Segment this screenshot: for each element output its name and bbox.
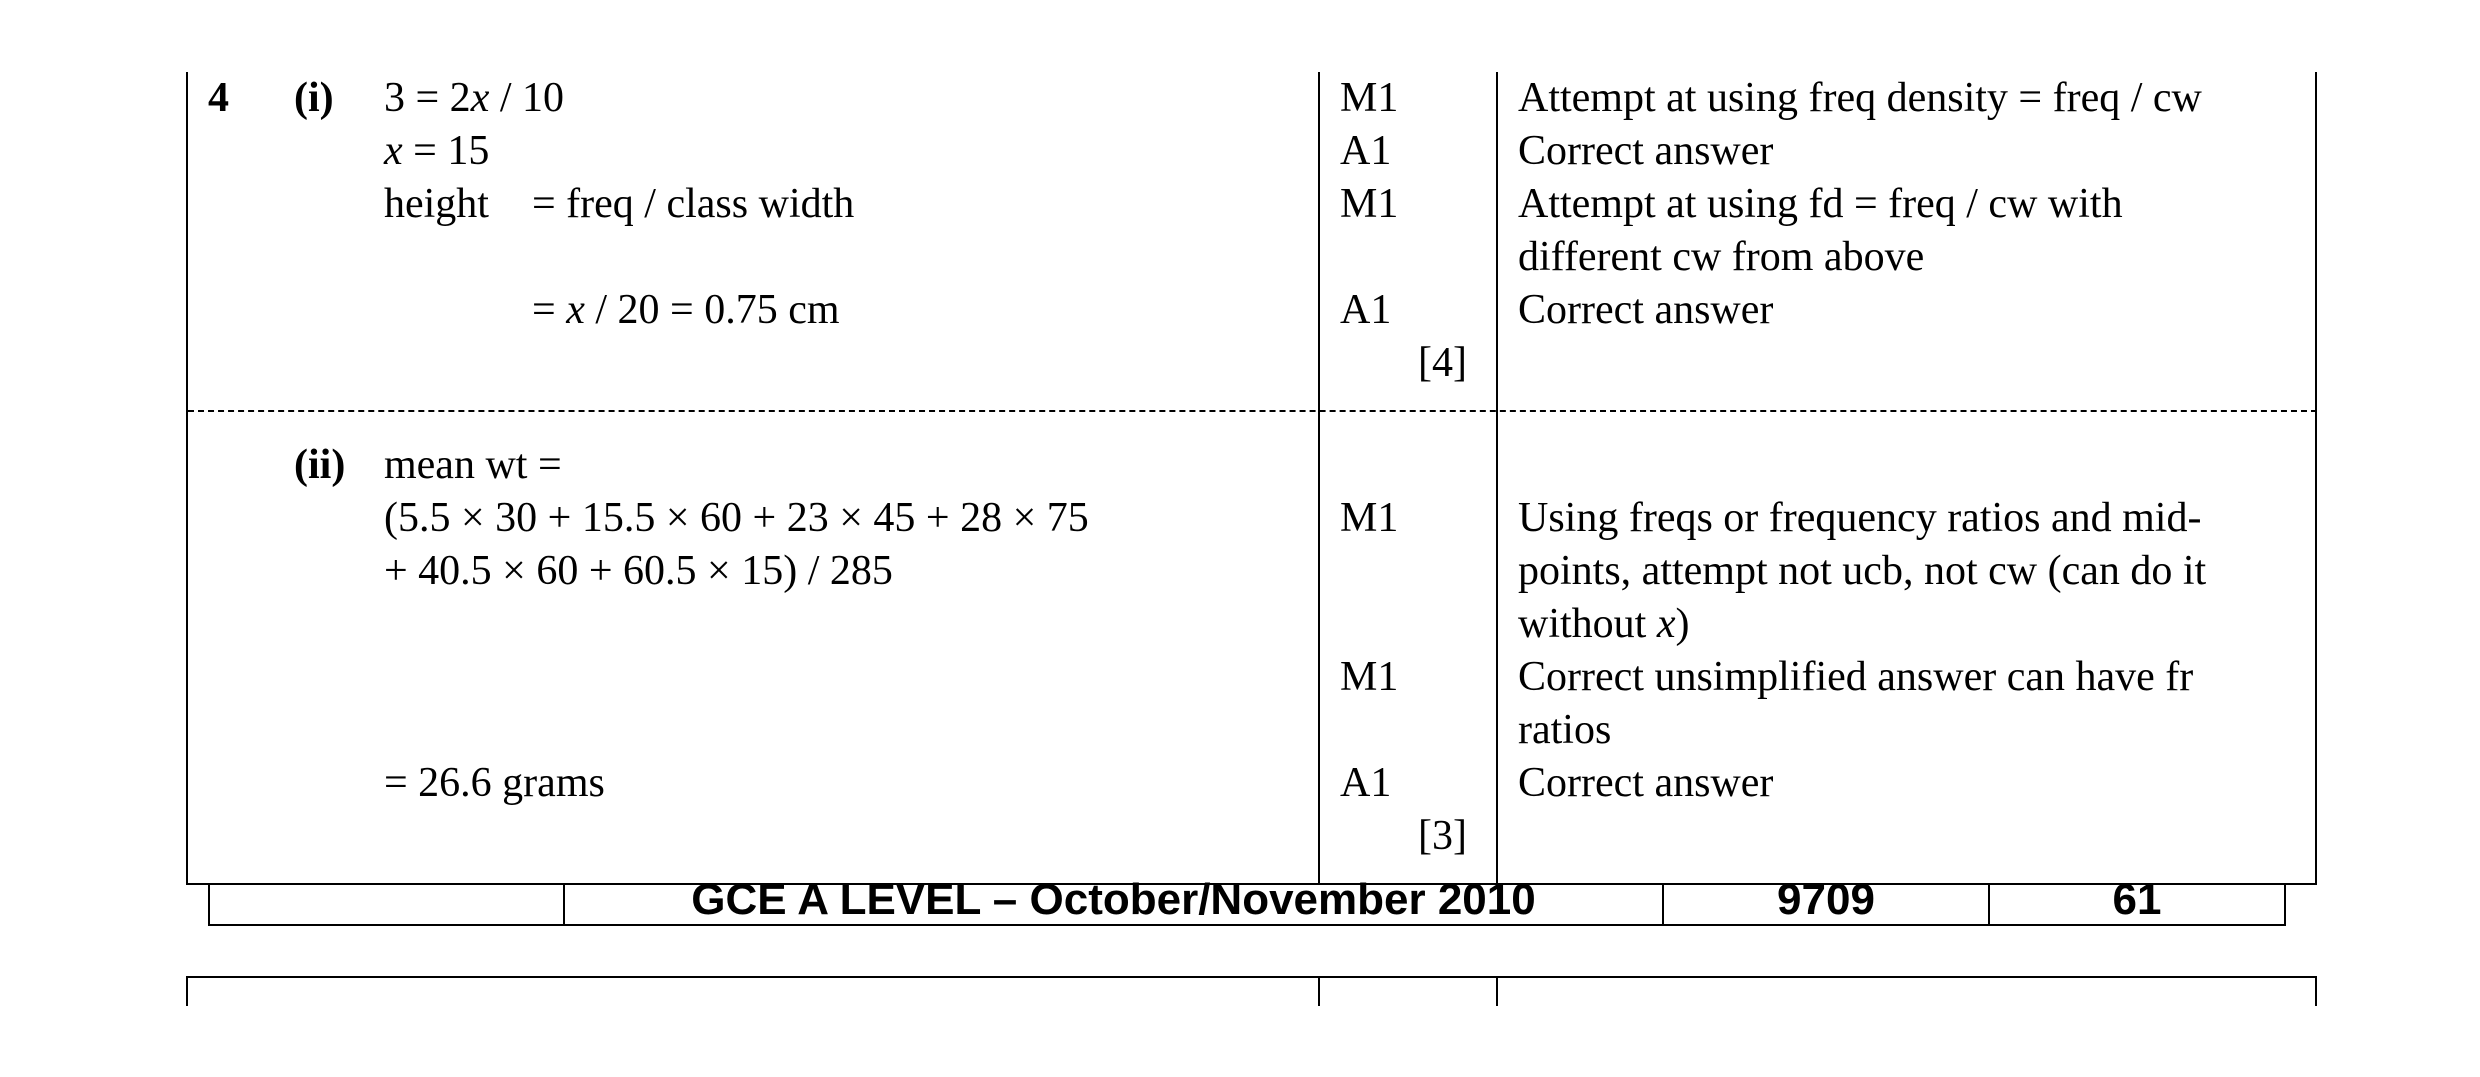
part-i-guidance-1: Attempt at using freq density = freq / cw [1518, 75, 2202, 121]
part-i-line-3-label: height [384, 181, 489, 227]
part-i-line-3-formula: = freq / class width [532, 181, 855, 227]
part-i-line-1: 3 = 2x / 10 [384, 75, 565, 121]
part-i-total: [4] [1418, 340, 1467, 386]
part-ii-line-1: mean wt = [384, 442, 562, 488]
part-i-mark-1: M1 [1340, 75, 1399, 121]
part-ii-guidance-3: without x) [1518, 601, 1690, 647]
table-left-border [186, 72, 188, 884]
next-table-right-border [2315, 976, 2317, 1006]
page-header-paper: 61 [2112, 875, 2162, 924]
next-table-top-border [186, 976, 2317, 978]
part-ii-total: [3] [1418, 813, 1467, 859]
part-i-guidance-4: different cw from above [1518, 234, 1925, 280]
question-number: 4 [208, 75, 229, 121]
next-table-col-divider-guidance [1496, 976, 1498, 1006]
page-header-syllabus: 9709 [1777, 875, 1875, 924]
page-header-exam: GCE A LEVEL – October/November 2010 [691, 875, 1536, 924]
part-i-guidance-5: Correct answer [1518, 287, 1774, 333]
part-ii-guidance-5: ratios [1518, 707, 1612, 753]
part-i-mark-2: A1 [1340, 128, 1392, 174]
part-i-line-2: x = 15 [384, 128, 490, 174]
part-i-guidance-2: Correct answer [1518, 128, 1774, 174]
next-table-left-border [186, 976, 188, 1006]
part-i-line-4: = x / 20 = 0.75 cm [532, 287, 840, 333]
part-separator-dashed [188, 410, 2317, 412]
page-header-bottom-border [208, 924, 2286, 926]
part-ii-label: (ii) [294, 442, 346, 488]
part-ii-line-3: + 40.5 × 60 + 60.5 × 15) / 285 [384, 548, 893, 594]
part-ii-mark-2: M1 [1340, 654, 1399, 700]
table-right-border [2315, 72, 2317, 884]
part-ii-guidance-1: Using freqs or frequency ratios and mid- [1518, 495, 2202, 541]
part-ii-guidance-6: Correct answer [1518, 760, 1774, 806]
page-header-left-border [208, 884, 210, 926]
part-ii-mark-3: A1 [1340, 760, 1392, 806]
page-header-right-border [2284, 884, 2286, 926]
table-col-divider-marks [1318, 72, 1320, 884]
part-ii-line-2: (5.5 × 30 + 15.5 × 60 + 23 × 45 + 28 × 75 [384, 495, 1089, 541]
part-ii-guidance-4: Correct unsimplified answer can have fr [1518, 654, 2194, 700]
next-table-col-divider-marks [1318, 976, 1320, 1006]
part-ii-line-4: = 26.6 grams [384, 760, 605, 806]
part-ii-mark-1: M1 [1340, 495, 1399, 541]
part-ii-guidance-2: points, attempt not ucb, not cw (can do it [1518, 548, 2207, 594]
part-i-guidance-3: Attempt at using fd = freq / cw with [1518, 181, 2123, 227]
part-i-mark-4: A1 [1340, 287, 1392, 333]
part-i-label: (i) [294, 75, 334, 121]
table-col-divider-guidance [1496, 72, 1498, 884]
part-i-mark-3: M1 [1340, 181, 1399, 227]
